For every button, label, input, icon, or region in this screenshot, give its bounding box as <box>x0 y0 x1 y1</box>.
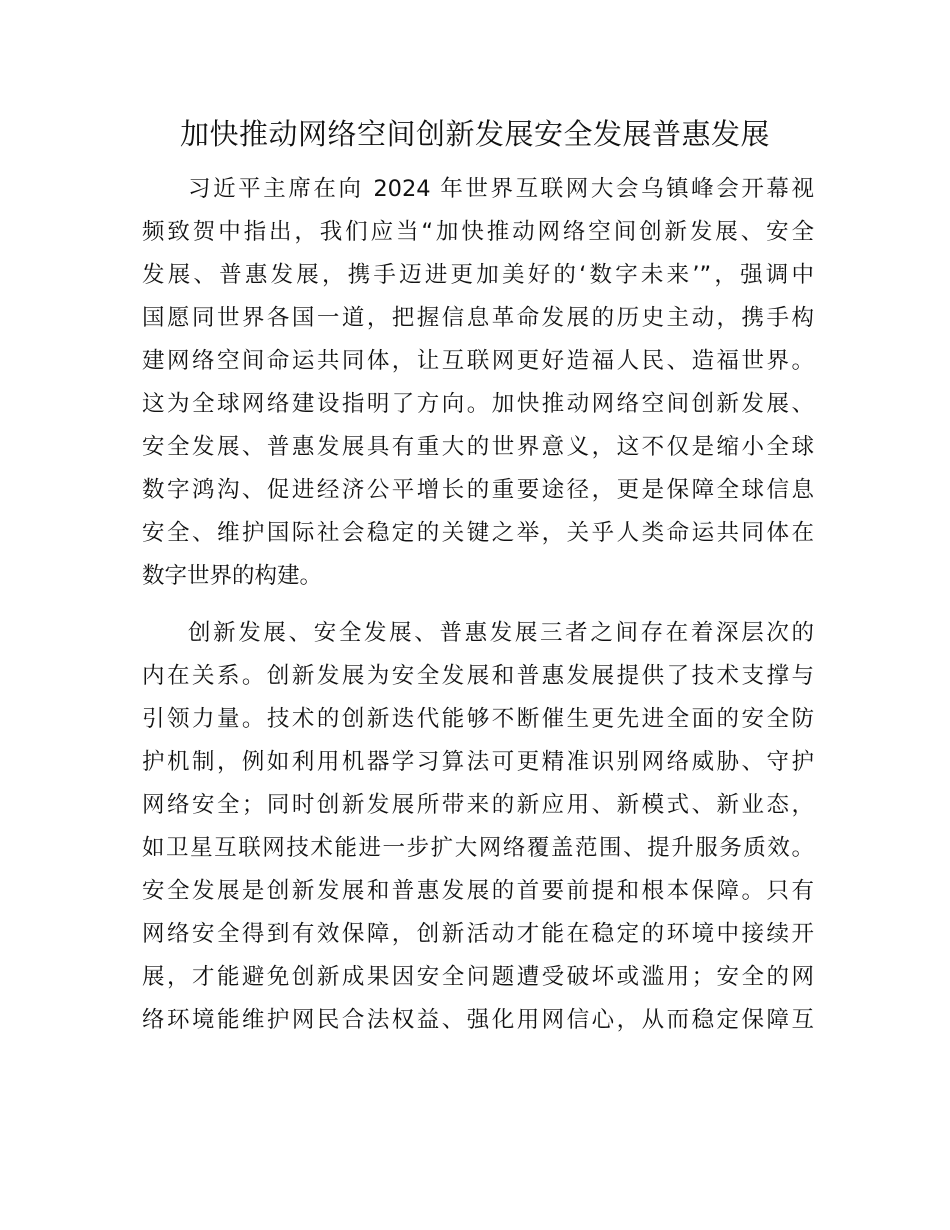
text-line: 内在关系。创新发展为安全发展和普惠发展提供了技术支撑与 <box>142 663 814 689</box>
text-line: 安全、维护国际社会稳定的关键之举，关乎人类命运共同体在 <box>142 520 814 546</box>
text-line: 习近平主席在向 2024 年世界互联网大会乌镇峰会开幕视 <box>188 176 814 202</box>
text-line: 数字世界的构建。 <box>142 563 323 589</box>
text-line: 网络安全；同时创新发展所带来的新应用、新模式、新业态， <box>142 792 814 818</box>
document-title: 加快推动网络空间创新发展安全发展普惠发展 <box>179 117 770 151</box>
text-line: 如卫星互联网技术能进一步扩大网络覆盖范围、提升服务质效。 <box>142 835 814 861</box>
text-line: 安全发展是创新发展和普惠发展的首要前提和根本保障。只有 <box>142 878 814 904</box>
paragraph-1 <box>142 168 814 598</box>
paragraph-2 <box>142 612 814 1042</box>
text-line: 频致贺中指出，我们应当“加快推动网络空间创新发展、安全 <box>142 219 814 245</box>
text-line: 展，才能避免创新成果因安全问题遭受破坏或滥用；安全的网 <box>142 964 814 990</box>
text-line: 护机制，例如利用机器学习算法可更精准识别网络威胁、守护 <box>142 749 814 775</box>
text-line: 安全发展、普惠发展具有重大的世界意义，这不仅是缩小全球 <box>142 434 814 460</box>
text-line: 国愿同世界各国一道，把握信息革命发展的历史主动，携手构 <box>142 305 814 331</box>
text-line: 引领力量。技术的创新迭代能够不断催生更先进全面的安全防 <box>142 706 814 732</box>
text-line: 建网络空间命运共同体，让互联网更好造福人民、造福世界。 <box>142 348 814 374</box>
text-line: 发展、普惠发展，携手迈进更加美好的‘数字未来’”，强调中 <box>142 262 814 288</box>
text-line: 网络安全得到有效保障，创新活动才能在稳定的环境中接续开 <box>142 921 814 947</box>
text-line: 络环境能维护网民合法权益、强化用网信心，从而稳定保障互 <box>142 1007 814 1033</box>
text-line: 数字鸿沟、促进经济公平增长的重要途径，更是保障全球信息 <box>142 477 814 503</box>
text-line: 创新发展、安全发展、普惠发展三者之间存在着深层次的 <box>188 620 814 646</box>
text-line: 这为全球网络建设指明了方向。加快推动网络空间创新发展、 <box>142 391 814 417</box>
